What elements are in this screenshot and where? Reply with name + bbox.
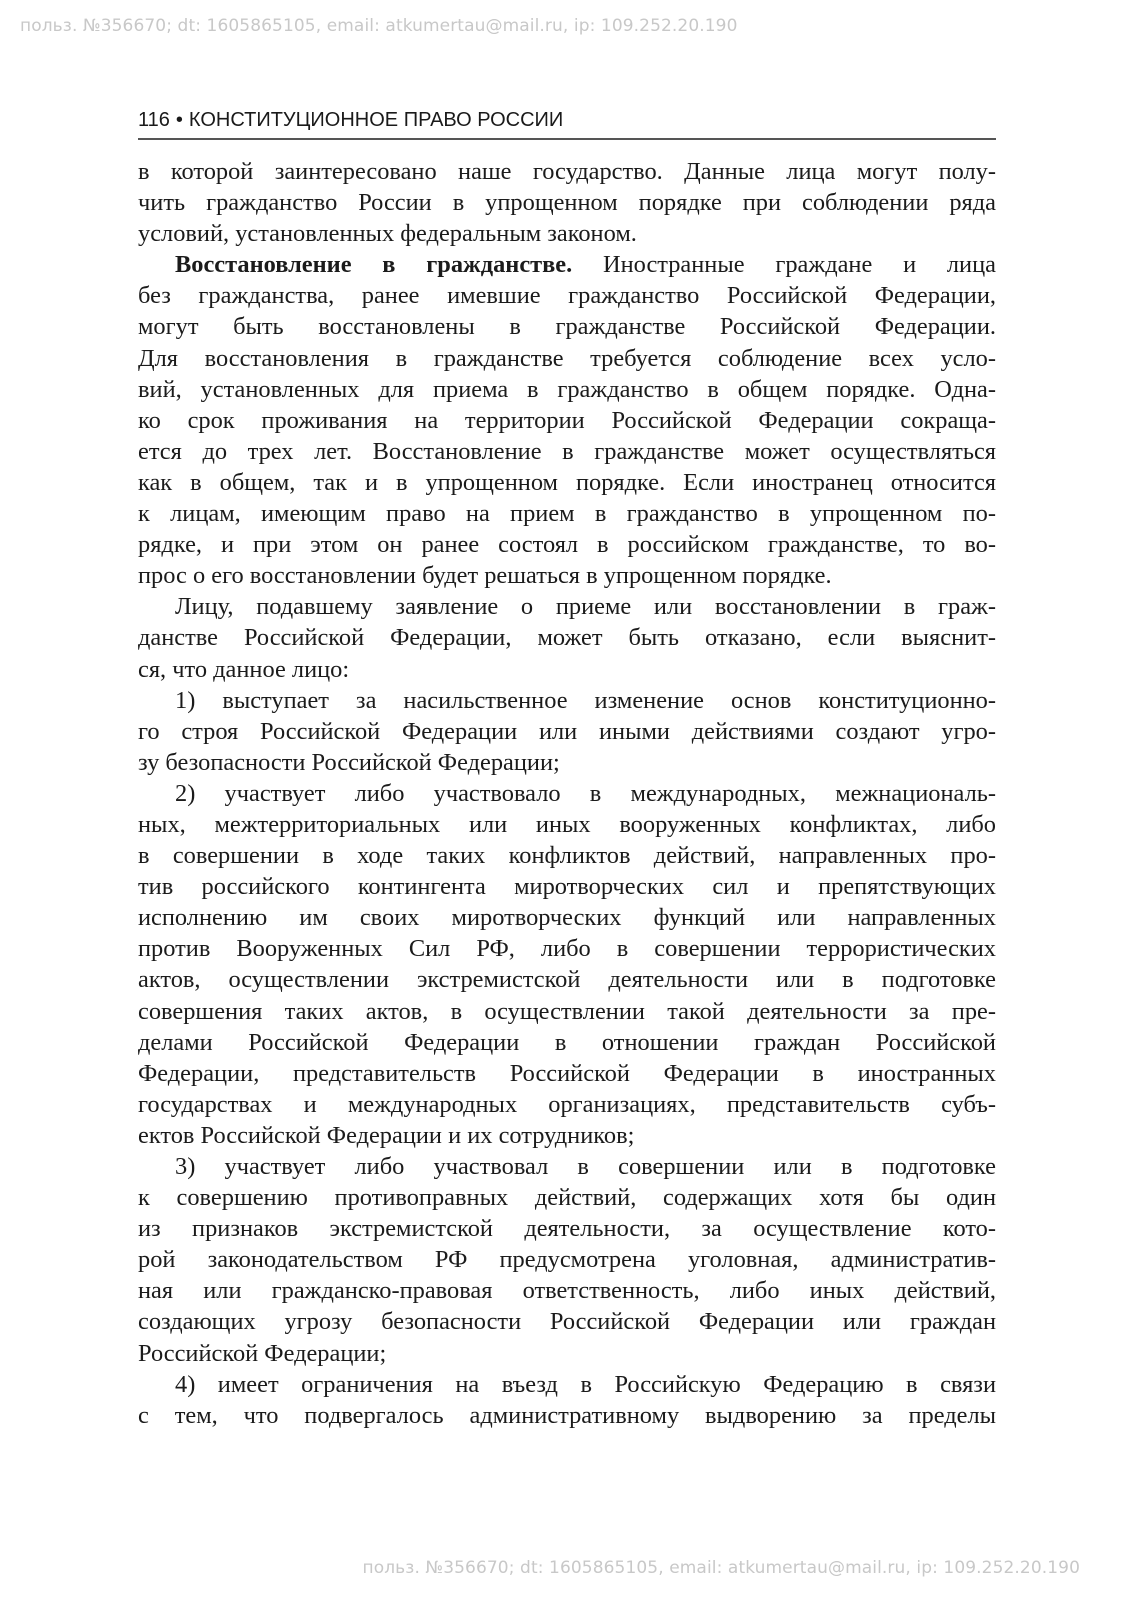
line-text: с тем, что подвергалось административному выдворению за пределы: [138, 1401, 996, 1429]
text-line: [138, 187, 996, 218]
line-text: Лицу, подавшему заявление о приеме или восстановлении в граж-: [175, 593, 996, 621]
line-text: к совершению противоправных действий, содержащих хотя бы один: [138, 1184, 996, 1212]
line-text: к лицам, имеющим право на прием в гражданство в упрощенном по-: [138, 500, 996, 528]
line-text: ко срок проживания на территории Российской Федерации сокраща-: [138, 406, 996, 434]
text-line: [138, 685, 996, 716]
text-line: [138, 529, 996, 560]
line-text: актов, осуществлении экстремистской деятельности или в подготовке: [138, 966, 996, 994]
text-line: [138, 902, 996, 933]
line-text: зу безопасности Российской Федерации;: [138, 748, 560, 776]
text-line: [138, 560, 996, 591]
text-line: [138, 467, 996, 498]
text-line: [138, 809, 996, 840]
line-text: Иностранные граждане и лица: [572, 251, 996, 279]
text-line: [138, 1275, 996, 1306]
text-line: [138, 436, 996, 467]
text-line: [138, 249, 996, 280]
line-text: ная или гражданско-правовая ответственность, либо иных действий,: [138, 1277, 996, 1305]
line-text: ных, межтерриториальных или иных вооруженных конфликтах, либо: [138, 810, 996, 838]
line-text: государствах и международных организациях, представительств субъ-: [138, 1090, 996, 1118]
line-text: Для восстановления в гражданстве требуется соблюдение всех усло-: [138, 344, 996, 372]
line-text: чить гражданство России в упрощенном порядке при соблюдении ряда: [138, 189, 996, 217]
line-text: условий, установленных федеральным законом.: [138, 220, 637, 248]
text-line: [138, 280, 996, 311]
line-text: 4) имеет ограничения на въезд в Российскую Федерацию в связи: [175, 1370, 996, 1398]
line-text: в совершении в ходе таких конфликтов действий, направленных про-: [138, 842, 996, 870]
text-line: [138, 654, 996, 685]
book-title: КОНСТИТУЦИОННОЕ ПРАВО РОССИИ: [188, 109, 564, 131]
text-line: [138, 405, 996, 436]
line-text: тив российского контингента миротворческих сил и препятствующих: [138, 873, 996, 901]
line-text: данстве Российской Федерации, может быть отказано, если выяснит-: [138, 624, 996, 652]
line-text: без гражданства, ранее имевшие гражданство Российской Федерации,: [138, 282, 996, 310]
text-line: [138, 840, 996, 871]
text-line: [138, 591, 996, 622]
line-text: как в общем, так и в упрощенном порядке. Если иностранец относится: [138, 468, 996, 496]
line-text: прос о его восстановлении будет решаться в упрощенном порядке.: [138, 562, 832, 590]
text-line: [138, 1151, 996, 1182]
text-line: [138, 498, 996, 529]
line-text: 1) выступает за насильственное изменение основ конституционно-: [175, 686, 996, 714]
text-line: [138, 747, 996, 778]
line-text: создающих угрозу безопасности Российской Федерации или граждан: [138, 1308, 996, 1336]
text-line: [138, 1400, 996, 1431]
text-line: [138, 218, 996, 249]
line-text: 3) участвует либо участвовал в совершении или в подготовке: [175, 1153, 996, 1180]
text-line: [138, 1338, 996, 1369]
text-line: [138, 1027, 996, 1058]
line-text: делами Российской Федерации в отношении граждан Российской: [138, 1028, 996, 1056]
bold-run-in-heading: Восстановление в гражданстве.: [175, 251, 573, 279]
text-line: [138, 1089, 996, 1120]
text-line: [138, 622, 996, 653]
text-line: [138, 156, 996, 187]
text-line: [138, 1182, 996, 1213]
text-line: [138, 1058, 996, 1089]
text-line: [138, 1120, 996, 1151]
line-text: из признаков экстремистской деятельности, за осуществление кото-: [138, 1215, 996, 1243]
line-text: ектов Российской Федерации и их сотрудников;: [138, 1121, 635, 1149]
line-text: в которой заинтересовано наше государство. Данные лица могут полу-: [138, 158, 996, 185]
line-text: ется до трех лет. Восстановление в гражданстве может осуществляться: [138, 437, 996, 465]
text-line: [138, 1244, 996, 1275]
watermark-top: польз. №356670; dt: 1605865105, email: atkumertau@mail.ru, ip: 109.252.20.190: [20, 16, 738, 36]
line-text: Федерации, представительств Российской Федерации в иностранных: [138, 1059, 996, 1087]
line-text: рой законодательством РФ предусмотрена уголовная, административ-: [138, 1246, 996, 1274]
text-line: [138, 343, 996, 374]
line-text: совершения таких актов, в осуществлении такой деятельности за пре-: [138, 997, 996, 1025]
line-text: Российской Федерации;: [138, 1339, 387, 1367]
text-line: [138, 778, 996, 809]
line-text: рядке, и при этом он ранее состоял в российском гражданстве, то во-: [138, 531, 996, 559]
line-text: исполнению им своих миротворческих функций или направленных: [138, 904, 996, 932]
line-text: против Вооруженных Сил РФ, либо в совершении террористических: [138, 935, 996, 963]
body-text: [138, 156, 996, 1431]
page-number: 116: [138, 109, 170, 131]
text-line: [138, 1213, 996, 1244]
text-line: [138, 1369, 996, 1400]
line-text: 2) участвует либо участвовало в международных, межнациональ-: [175, 779, 996, 807]
running-header: [138, 106, 996, 140]
header-bullet: •: [175, 109, 183, 131]
line-text: го строя Российской Федерации или иными действиями создают угро-: [138, 717, 996, 745]
watermark-bottom: польз. №356670; dt: 1605865105, email: atkumertau@mail.ru, ip: 109.252.20.190: [362, 1558, 1080, 1578]
text-line: [138, 996, 996, 1027]
text-line: [138, 374, 996, 405]
line-text: ся, что данное лицо:: [138, 655, 350, 683]
line-text: могут быть восстановлены в гражданстве Российской Федерации.: [138, 313, 996, 341]
text-line: [138, 1306, 996, 1337]
line-text: вий, установленных для приема в гражданство в общем порядке. Одна-: [138, 375, 996, 403]
text-line: [138, 311, 996, 342]
text-line: [138, 964, 996, 995]
text-line: [138, 871, 996, 902]
text-line: [138, 716, 996, 747]
text-line: [138, 933, 996, 964]
